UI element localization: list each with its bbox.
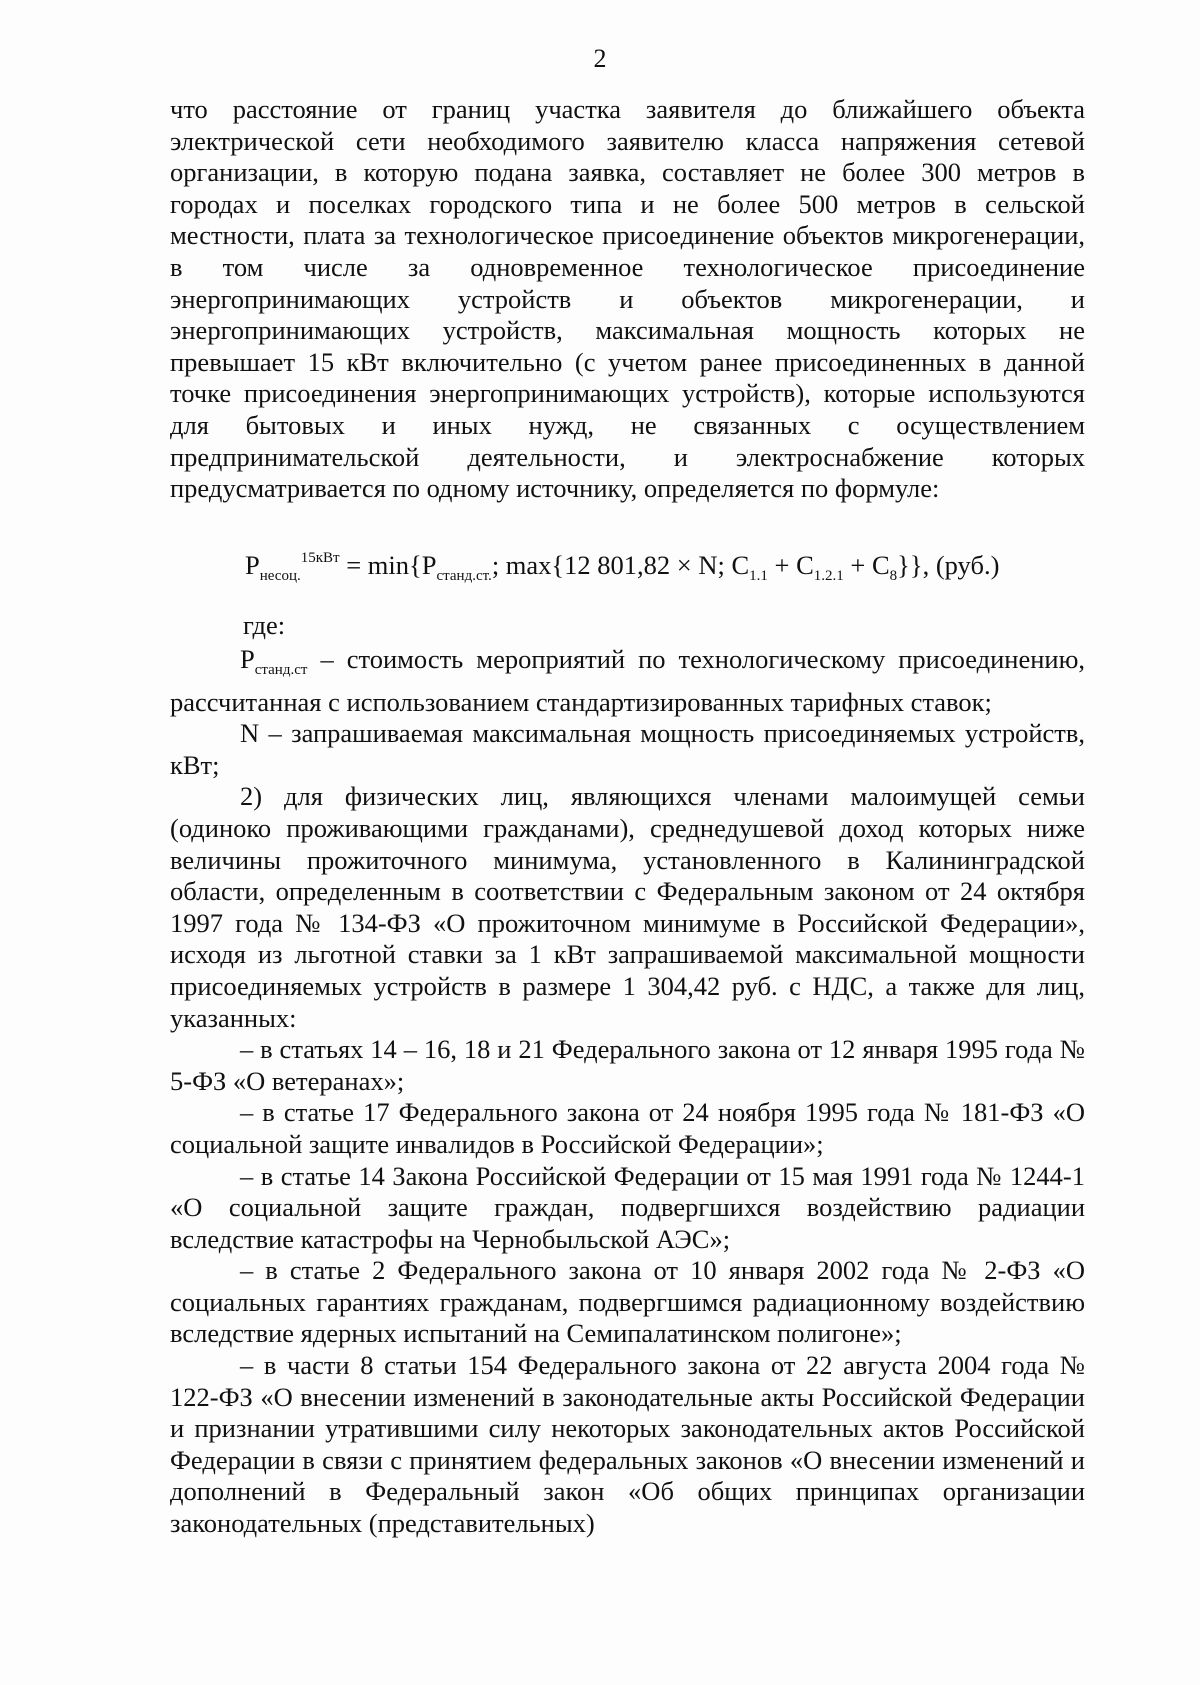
where-label: где: — [243, 610, 286, 640]
def-p-text: – стоимость мероприятий по технологическому присоединению, рассчитанная с использованием стандартизированных тарифных ставок; — [170, 644, 1085, 717]
paragraph-text: что расстояние от границ участка заявителя до ближайшего объекта электрической сети необходимого заявителю класса напряжения сетевой организации, в которую подана заявка, составляет не более 300 метров в городах и поселках городского типа и не более 500 метров в сельской местности, плата за технологическое присоединение объектов микрогенерации, в том числе за одновременное технологическое присоединение энергопринимающих устройств и объектов микрогенерации, и энергопринимающих устройств, максимальная мощность которых не превышает 15 кВт включительно (с учетом ранее присоединенных в данной точке присоединения энергопринимающих устройств), которые используются для бытовых и иных нужд, не связанных с осуществлением предпринимательской деятельности, и электроснабжение которых предусматривается по одному источнику, определяется по формуле: — [170, 94, 1085, 504]
definition-n: N – запрашиваемая максимальная мощность присоединяемых устройств, кВт; — [170, 718, 1085, 780]
formula-rhs-plus2: + C — [843, 550, 890, 580]
formula-rhs-plus1: + C — [767, 550, 814, 580]
paragraph-intro — [170, 94, 1085, 505]
formula-rhs-sub3: 1.2.1 — [813, 568, 844, 584]
list-item-chernobyl: – в статье 14 Закона Российской Федерации от 15 мая 1991 года № 1244-1 «О социальной защите граждан, подвергшихся воздействию радиации вследствие катастрофы на Чернобыльской АЭС»; — [170, 1160, 1085, 1254]
formula-rhs-start: = min{P — [339, 550, 437, 580]
def-p-symbol: P — [240, 644, 255, 674]
formula-rhs-mid: ; max{12 801,82 × N; C — [491, 550, 750, 580]
paragraph-2: 2) для физических лиц, являющихся членами малоимущей семьи (одиноко проживающими гражданами), среднедушевой доход которых ниже величины прожиточного минимума, установленного в Калининградской области, определенным в соответствии с Федеральным законом от 24 октября 1997 года № 134-ФЗ «О прожиточном минимуме в Российской Федерации», исходя из льготной ставки за 1 кВт запрашиваемой максимальной мощности присоединяемых устройств в размере 1 304,42 руб. с НДС, а также для лиц, указанных: — [170, 781, 1085, 1033]
formula-rhs-sub1: станд.ст. — [436, 568, 492, 584]
list-item-semipalatinsk: – в статье 2 Федерального закона от 10 января 2002 года № 2-ФЗ «О социальных гарантиях гражданам, подвергшимся радиационному воздействию вследствие ядерных испытаний на Семипалатинском полигоне»; — [170, 1255, 1085, 1349]
formula-lhs-sup: 15кВт — [300, 550, 340, 566]
formula — [245, 550, 1105, 585]
definitions-and-paragraph-2 — [170, 644, 1085, 1540]
list-item-veterans: – в статьях 14 – 16, 18 и 21 Федерального закона от 12 января 1995 года № 5-ФЗ «О ветеранах»; — [170, 1034, 1085, 1096]
formula-rhs-end: }}, (руб.) — [897, 550, 1000, 580]
formula-rhs-sub4: 8 — [889, 568, 898, 584]
list-item-122fz: – в части 8 статьи 154 Федерального закона от 22 августа 2004 года № 122-ФЗ «О внесении изменений в законодательные акты Российской Федерации и признании утратившими силу некоторых законодательных актов Российской Федерации в связи с принятием федеральных законов «О внесении изменений и дополнений в Федеральный закон «Об общих принципах организации законодательных (представительных) — [170, 1350, 1085, 1539]
list-item-disabled: – в статье 17 Федерального закона от 24 ноября 1995 года № 181-ФЗ «О социальной защите инвалидов в Российской Федерации»; — [170, 1097, 1085, 1159]
formula-lhs-sub: несоц. — [259, 568, 301, 584]
page-number: 2 — [593, 44, 607, 73]
formula-rhs-sub2: 1.1 — [749, 568, 768, 584]
formula-lhs-symbol: P — [245, 550, 260, 580]
definition-p-standard — [170, 644, 1085, 718]
def-p-sub: станд.ст — [254, 662, 308, 678]
